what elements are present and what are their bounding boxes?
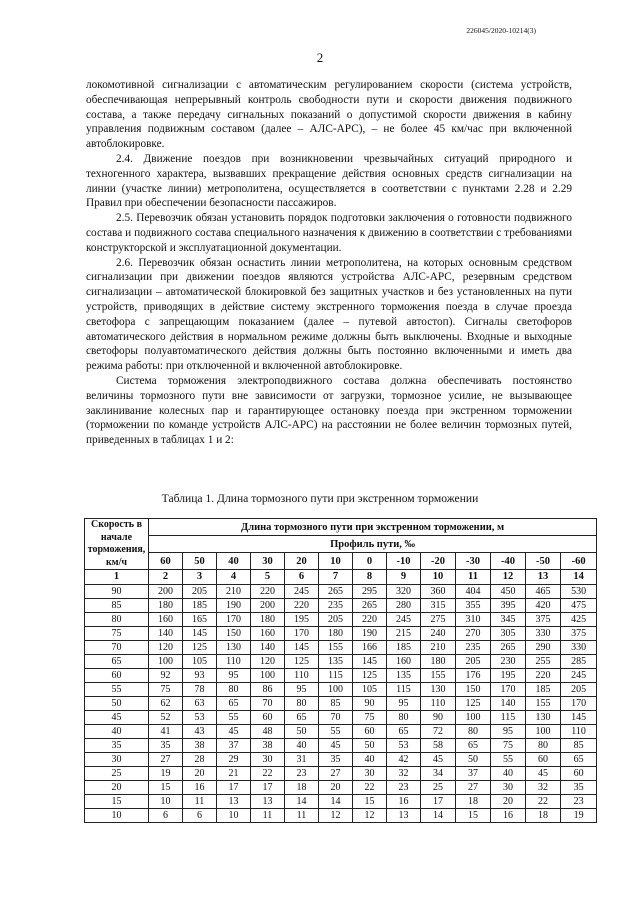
distance-cell: 315 bbox=[421, 599, 456, 613]
distance-cell: 115 bbox=[387, 683, 421, 697]
distance-cell: 190 bbox=[217, 599, 251, 613]
profile-value: 30 bbox=[251, 553, 285, 570]
distance-cell: 30 bbox=[251, 753, 285, 767]
distance-cell: 65 bbox=[561, 753, 597, 767]
distance-cell: 130 bbox=[421, 683, 456, 697]
distance-cell: 38 bbox=[251, 739, 285, 753]
distance-cell: 295 bbox=[353, 585, 387, 599]
distance-cell: 22 bbox=[353, 781, 387, 795]
distance-cell: 50 bbox=[456, 753, 491, 767]
distance-cell: 110 bbox=[217, 655, 251, 669]
distance-cell: 32 bbox=[387, 767, 421, 781]
paragraph-continuation: локомотивной сигнализации с автоматическим регулированием скорости (система устройств, обеспечивающая непрерывный контроль свободности пути и скорости движения подвижного состава, а также передачу сигнальных показаний о допустимой скорости движения в кабину управления подвижным составом (далее – АЛС-АРС), – не более 45 км/час при включенной автоблокировке. bbox=[86, 79, 572, 151]
distance-cell: 170 bbox=[561, 697, 597, 711]
distance-cell: 60 bbox=[353, 725, 387, 739]
distance-cell: 230 bbox=[491, 655, 526, 669]
distance-cell: 165 bbox=[183, 613, 217, 627]
distance-cell: 145 bbox=[561, 711, 597, 725]
distance-cell: 17 bbox=[421, 795, 456, 809]
distance-cell: 235 bbox=[319, 599, 353, 613]
distance-cell: 15 bbox=[353, 795, 387, 809]
speed-cell: 55 bbox=[85, 683, 149, 697]
distance-cell: 18 bbox=[456, 795, 491, 809]
distance-cell: 355 bbox=[456, 599, 491, 613]
table-row bbox=[85, 739, 597, 753]
distance-cell: 23 bbox=[561, 795, 597, 809]
distance-cell: 265 bbox=[353, 599, 387, 613]
distance-cell: 37 bbox=[217, 739, 251, 753]
distance-cell: 245 bbox=[387, 613, 421, 627]
distance-cell: 125 bbox=[456, 697, 491, 711]
distance-cell: 11 bbox=[251, 809, 285, 823]
table-row bbox=[85, 641, 597, 655]
distance-cell: 185 bbox=[526, 683, 561, 697]
distance-cell: 275 bbox=[421, 613, 456, 627]
distance-cell: 15 bbox=[149, 781, 183, 795]
body-text bbox=[86, 78, 572, 448]
distance-cell: 20 bbox=[491, 795, 526, 809]
distance-cell: 38 bbox=[183, 739, 217, 753]
distance-cell: 30 bbox=[353, 767, 387, 781]
table-row bbox=[85, 683, 597, 697]
profile-value: 40 bbox=[217, 553, 251, 570]
distance-cell: 85 bbox=[561, 739, 597, 753]
distance-cell: 52 bbox=[149, 711, 183, 725]
distance-cell: 95 bbox=[285, 683, 319, 697]
distance-cell: 345 bbox=[491, 613, 526, 627]
table-row bbox=[85, 627, 597, 641]
distance-cell: 120 bbox=[251, 655, 285, 669]
table-row bbox=[85, 669, 597, 683]
distance-cell: 65 bbox=[387, 725, 421, 739]
distance-cell: 27 bbox=[456, 781, 491, 795]
distance-cell: 100 bbox=[149, 655, 183, 669]
distance-cell: 23 bbox=[285, 767, 319, 781]
distance-cell: 215 bbox=[387, 627, 421, 641]
distance-cell: 58 bbox=[421, 739, 456, 753]
table-row bbox=[85, 767, 597, 781]
speed-cell: 65 bbox=[85, 655, 149, 669]
column-number: 4 bbox=[217, 570, 251, 585]
table-row bbox=[85, 599, 597, 613]
column-number: 5 bbox=[251, 570, 285, 585]
distance-cell: 18 bbox=[526, 809, 561, 823]
distance-cell: 195 bbox=[491, 669, 526, 683]
distance-cell: 80 bbox=[456, 725, 491, 739]
distance-cell: 205 bbox=[319, 613, 353, 627]
distance-cell: 92 bbox=[149, 669, 183, 683]
distance-cell: 200 bbox=[149, 585, 183, 599]
distance-cell: 245 bbox=[285, 585, 319, 599]
distance-cell: 330 bbox=[526, 627, 561, 641]
distance-cell: 16 bbox=[491, 809, 526, 823]
distance-cell: 220 bbox=[353, 613, 387, 627]
distance-cell: 100 bbox=[456, 711, 491, 725]
paragraph-2-6: 2.6. Перевозчик обязан оснастить линии метрополитена, на которых основным средством сигнализации при движении поездов являются устройства АЛС-АРС, резервным средством сигнализации – автоматической блокировкой без защитных участков и без установленных на пути устройств, приводящих в действие систему экстренного торможения поезда в случае проезда светофора с запрещающим показанием (далее – путевой автостоп). Сигналы светофоров автоматического действия в нормальном режиме должны быть выключены. Входные и выходные светофоры полуавтоматического действия должны быть постоянно включенными и иметь два режима работы: при отключенной и включенной автоблокировке. bbox=[86, 256, 572, 373]
table-row bbox=[85, 613, 597, 627]
distance-cell: 155 bbox=[421, 669, 456, 683]
distance-cell: 145 bbox=[285, 641, 319, 655]
distance-cell: 35 bbox=[319, 753, 353, 767]
distance-cell: 285 bbox=[561, 655, 597, 669]
distance-cell: 65 bbox=[285, 711, 319, 725]
distance-cell: 180 bbox=[421, 655, 456, 669]
speed-cell: 75 bbox=[85, 627, 149, 641]
distance-cell: 375 bbox=[526, 613, 561, 627]
distance-cell: 10 bbox=[149, 795, 183, 809]
distance-cell: 13 bbox=[251, 795, 285, 809]
distance-cell: 185 bbox=[387, 641, 421, 655]
distance-cell: 170 bbox=[491, 683, 526, 697]
distance-cell: 100 bbox=[319, 683, 353, 697]
distance-cell: 62 bbox=[149, 697, 183, 711]
distance-cell: 65 bbox=[217, 697, 251, 711]
distance-cell: 110 bbox=[285, 669, 319, 683]
distance-cell: 45 bbox=[217, 725, 251, 739]
distance-cell: 20 bbox=[183, 767, 217, 781]
distance-cell: 6 bbox=[183, 809, 217, 823]
distance-cell: 235 bbox=[456, 641, 491, 655]
distance-cell: 155 bbox=[319, 641, 353, 655]
distance-cell: 21 bbox=[217, 767, 251, 781]
distance-cell: 32 bbox=[526, 781, 561, 795]
distance-cell: 11 bbox=[285, 809, 319, 823]
distance-cell: 210 bbox=[421, 641, 456, 655]
distance-cell: 95 bbox=[217, 669, 251, 683]
distance-cell: 60 bbox=[251, 711, 285, 725]
speed-cell: 90 bbox=[85, 585, 149, 599]
profile-value: -40 bbox=[491, 553, 526, 570]
distance-cell: 42 bbox=[387, 753, 421, 767]
profile-value: 50 bbox=[183, 553, 217, 570]
distance-cell: 60 bbox=[526, 753, 561, 767]
distance-cell: 75 bbox=[353, 711, 387, 725]
speed-cell: 45 bbox=[85, 711, 149, 725]
distance-cell: 280 bbox=[387, 599, 421, 613]
distance-cell: 180 bbox=[251, 613, 285, 627]
distance-cell: 110 bbox=[561, 725, 597, 739]
distance-cell: 22 bbox=[526, 795, 561, 809]
distance-cell: 140 bbox=[251, 641, 285, 655]
distance-cell: 530 bbox=[561, 585, 597, 599]
speed-cell: 35 bbox=[85, 739, 149, 753]
distance-cell: 130 bbox=[217, 641, 251, 655]
distance-cell: 50 bbox=[353, 739, 387, 753]
distance-cell: 125 bbox=[285, 655, 319, 669]
column-number: 7 bbox=[319, 570, 353, 585]
distance-cell: 60 bbox=[561, 767, 597, 781]
distance-cell: 115 bbox=[319, 669, 353, 683]
distance-cell: 13 bbox=[387, 809, 421, 823]
distance-cell: 475 bbox=[561, 599, 597, 613]
distance-cell: 155 bbox=[526, 697, 561, 711]
distance-cell: 170 bbox=[217, 613, 251, 627]
table-row bbox=[85, 711, 597, 725]
distance-cell: 80 bbox=[387, 711, 421, 725]
distance-cell: 160 bbox=[251, 627, 285, 641]
distance-cell: 320 bbox=[387, 585, 421, 599]
distance-cell: 20 bbox=[319, 781, 353, 795]
distance-cell: 19 bbox=[149, 767, 183, 781]
distance-cell: 220 bbox=[251, 585, 285, 599]
distance-cell: 93 bbox=[183, 669, 217, 683]
distance-cell: 12 bbox=[353, 809, 387, 823]
distance-cell: 150 bbox=[217, 627, 251, 641]
distance-cell: 160 bbox=[387, 655, 421, 669]
distance-cell: 78 bbox=[183, 683, 217, 697]
braking-distance-table bbox=[84, 518, 597, 823]
speed-cell: 80 bbox=[85, 613, 149, 627]
distance-cell: 110 bbox=[421, 697, 456, 711]
distance-cell: 12 bbox=[319, 809, 353, 823]
table-row bbox=[85, 725, 597, 739]
distance-cell: 45 bbox=[421, 753, 456, 767]
distance-cell: 55 bbox=[217, 711, 251, 725]
distance-cell: 53 bbox=[183, 711, 217, 725]
distance-cell: 245 bbox=[561, 669, 597, 683]
paragraph-2-4: 2.4. Движение поездов при возникновении чрезвычайных ситуаций природного и техногенного характера, вызвавших прекращение действия основных средств сигнализации на линии (участке линии) метрополитена, осуществляется в соответствии с пунктами 2.28 и 2.29 Правил при обеспечении безопасности пассажиров. bbox=[86, 152, 572, 210]
distance-cell: 330 bbox=[561, 641, 597, 655]
distance-cell: 22 bbox=[251, 767, 285, 781]
distance-cell: 95 bbox=[387, 697, 421, 711]
distance-cell: 105 bbox=[353, 683, 387, 697]
distance-cell: 37 bbox=[456, 767, 491, 781]
column-number: 3 bbox=[183, 570, 217, 585]
distance-cell: 160 bbox=[149, 613, 183, 627]
distance-cell: 420 bbox=[526, 599, 561, 613]
distance-cell: 19 bbox=[561, 809, 597, 823]
profile-value: 10 bbox=[319, 553, 353, 570]
distance-cell: 27 bbox=[319, 767, 353, 781]
distance-cell: 17 bbox=[251, 781, 285, 795]
braking-distance-header: Длина тормозного пути при экстренном торможении, м bbox=[149, 519, 597, 536]
distance-cell: 145 bbox=[353, 655, 387, 669]
distance-cell: 190 bbox=[353, 627, 387, 641]
distance-cell: 205 bbox=[456, 655, 491, 669]
distance-cell: 145 bbox=[183, 627, 217, 641]
distance-cell: 305 bbox=[491, 627, 526, 641]
distance-cell: 40 bbox=[491, 767, 526, 781]
speed-cell: 50 bbox=[85, 697, 149, 711]
distance-cell: 63 bbox=[183, 697, 217, 711]
table-row bbox=[85, 697, 597, 711]
profile-value: 60 bbox=[149, 553, 183, 570]
distance-cell: 125 bbox=[353, 669, 387, 683]
table-row bbox=[85, 781, 597, 795]
distance-cell: 125 bbox=[183, 641, 217, 655]
profile-value: -20 bbox=[421, 553, 456, 570]
speed-cell: 60 bbox=[85, 669, 149, 683]
column-numbers-row bbox=[85, 570, 597, 585]
distance-cell: 180 bbox=[319, 627, 353, 641]
column-number: 11 bbox=[456, 570, 491, 585]
distance-cell: 85 bbox=[319, 697, 353, 711]
distance-cell: 14 bbox=[319, 795, 353, 809]
table-row bbox=[85, 809, 597, 823]
speed-cell: 20 bbox=[85, 781, 149, 795]
distance-cell: 43 bbox=[183, 725, 217, 739]
distance-cell: 27 bbox=[149, 753, 183, 767]
distance-cell: 75 bbox=[491, 739, 526, 753]
document-id: 226045/2020-10214(3) bbox=[466, 26, 536, 35]
distance-cell: 135 bbox=[387, 669, 421, 683]
page-number: 2 bbox=[316, 50, 324, 65]
speed-cell: 85 bbox=[85, 599, 149, 613]
table-caption: Таблица 1. Длина тормозного пути при экстренном торможении bbox=[161, 492, 479, 505]
table-body bbox=[85, 585, 597, 823]
distance-cell: 80 bbox=[285, 697, 319, 711]
distance-cell: 95 bbox=[491, 725, 526, 739]
distance-cell: 14 bbox=[285, 795, 319, 809]
distance-cell: 100 bbox=[526, 725, 561, 739]
speed-cell: 40 bbox=[85, 725, 149, 739]
distance-cell: 41 bbox=[149, 725, 183, 739]
distance-cell: 23 bbox=[387, 781, 421, 795]
distance-cell: 185 bbox=[183, 599, 217, 613]
profile-value: -30 bbox=[456, 553, 491, 570]
profile-value: 20 bbox=[285, 553, 319, 570]
distance-cell: 255 bbox=[526, 655, 561, 669]
distance-cell: 16 bbox=[387, 795, 421, 809]
speed-cell: 30 bbox=[85, 753, 149, 767]
distance-cell: 105 bbox=[183, 655, 217, 669]
distance-cell: 360 bbox=[421, 585, 456, 599]
distance-cell: 150 bbox=[456, 683, 491, 697]
distance-cell: 265 bbox=[491, 641, 526, 655]
distance-cell: 240 bbox=[421, 627, 456, 641]
distance-cell: 29 bbox=[217, 753, 251, 767]
column-number: 2 bbox=[149, 570, 183, 585]
distance-cell: 45 bbox=[319, 739, 353, 753]
distance-cell: 13 bbox=[217, 795, 251, 809]
table-row bbox=[85, 753, 597, 767]
distance-cell: 25 bbox=[421, 781, 456, 795]
distance-cell: 34 bbox=[421, 767, 456, 781]
distance-cell: 86 bbox=[251, 683, 285, 697]
distance-cell: 31 bbox=[285, 753, 319, 767]
column-number: 9 bbox=[387, 570, 421, 585]
column-number: 6 bbox=[285, 570, 319, 585]
distance-cell: 70 bbox=[319, 711, 353, 725]
distance-cell: 205 bbox=[183, 585, 217, 599]
distance-cell: 265 bbox=[319, 585, 353, 599]
distance-cell: 18 bbox=[285, 781, 319, 795]
distance-cell: 53 bbox=[387, 739, 421, 753]
distance-cell: 16 bbox=[183, 781, 217, 795]
table-row bbox=[85, 655, 597, 669]
distance-cell: 55 bbox=[491, 753, 526, 767]
distance-cell: 176 bbox=[456, 669, 491, 683]
distance-cell: 140 bbox=[491, 697, 526, 711]
distance-cell: 40 bbox=[353, 753, 387, 767]
distance-cell: 50 bbox=[285, 725, 319, 739]
profile-value: 0 bbox=[353, 553, 387, 570]
distance-cell: 404 bbox=[456, 585, 491, 599]
table-row bbox=[85, 585, 597, 599]
table-row bbox=[85, 795, 597, 809]
distance-cell: 40 bbox=[285, 739, 319, 753]
distance-cell: 270 bbox=[456, 627, 491, 641]
distance-cell: 17 bbox=[217, 781, 251, 795]
distance-cell: 170 bbox=[285, 627, 319, 641]
distance-cell: 6 bbox=[149, 809, 183, 823]
speed-cell: 10 bbox=[85, 809, 149, 823]
distance-cell: 130 bbox=[526, 711, 561, 725]
distance-cell: 72 bbox=[421, 725, 456, 739]
speed-cell: 15 bbox=[85, 795, 149, 809]
distance-cell: 80 bbox=[217, 683, 251, 697]
distance-cell: 75 bbox=[149, 683, 183, 697]
distance-cell: 395 bbox=[491, 599, 526, 613]
distance-cell: 465 bbox=[526, 585, 561, 599]
paragraph-2-5: 2.5. Перевозчик обязан установить порядок подготовки заключения о готовности подвижного состава и подвижного состава специального назначения к движению в соответствии с требованиями конструкторской и эксплуатационной документации. bbox=[86, 212, 572, 254]
distance-cell: 310 bbox=[456, 613, 491, 627]
distance-cell: 195 bbox=[285, 613, 319, 627]
distance-cell: 200 bbox=[251, 599, 285, 613]
distance-cell: 290 bbox=[526, 641, 561, 655]
profile-value: -10 bbox=[387, 553, 421, 570]
distance-cell: 35 bbox=[561, 781, 597, 795]
distance-cell: 140 bbox=[149, 627, 183, 641]
column-number: 13 bbox=[526, 570, 561, 585]
distance-cell: 48 bbox=[251, 725, 285, 739]
profile-values-row bbox=[85, 553, 597, 570]
distance-cell: 10 bbox=[217, 809, 251, 823]
speed-cell: 25 bbox=[85, 767, 149, 781]
distance-cell: 210 bbox=[217, 585, 251, 599]
distance-cell: 166 bbox=[353, 641, 387, 655]
distance-cell: 70 bbox=[251, 697, 285, 711]
distance-cell: 100 bbox=[251, 669, 285, 683]
distance-cell: 90 bbox=[421, 711, 456, 725]
profile-header: Профиль пути, ‰ bbox=[149, 536, 597, 553]
profile-value: -60 bbox=[561, 553, 597, 570]
column-number: 14 bbox=[561, 570, 597, 585]
distance-cell: 55 bbox=[319, 725, 353, 739]
distance-cell: 135 bbox=[319, 655, 353, 669]
distance-cell: 30 bbox=[491, 781, 526, 795]
distance-cell: 425 bbox=[561, 613, 597, 627]
paragraph-braking-system: Система торможения электроподвижного состава должна обеспечивать постоянство величины тормозного пути вне зависимости от загрузки, тормозное усилие, не вызывающее заклинивание колесных пар и гарантирующее остановку поезда при экстренном торможении (торможении по команде устройств АЛС-АРС) на расстоянии не более величин тормозных путей, приведенных в таблицах 1 и 2: bbox=[86, 374, 572, 447]
distance-cell: 14 bbox=[421, 809, 456, 823]
column-number: 8 bbox=[353, 570, 387, 585]
distance-cell: 11 bbox=[183, 795, 217, 809]
distance-cell: 450 bbox=[491, 585, 526, 599]
profile-value: -50 bbox=[526, 553, 561, 570]
distance-cell: 28 bbox=[183, 753, 217, 767]
distance-cell: 115 bbox=[491, 711, 526, 725]
distance-cell: 80 bbox=[526, 739, 561, 753]
distance-cell: 120 bbox=[149, 641, 183, 655]
column-number: 1 bbox=[85, 570, 149, 585]
speed-cell: 70 bbox=[85, 641, 149, 655]
distance-cell: 15 bbox=[456, 809, 491, 823]
distance-cell: 220 bbox=[526, 669, 561, 683]
distance-cell: 180 bbox=[149, 599, 183, 613]
distance-cell: 220 bbox=[285, 599, 319, 613]
distance-cell: 65 bbox=[456, 739, 491, 753]
distance-cell: 45 bbox=[526, 767, 561, 781]
column-number: 10 bbox=[421, 570, 456, 585]
distance-cell: 205 bbox=[561, 683, 597, 697]
distance-cell: 375 bbox=[561, 627, 597, 641]
distance-cell: 90 bbox=[353, 697, 387, 711]
distance-cell: 35 bbox=[149, 739, 183, 753]
column-number: 12 bbox=[491, 570, 526, 585]
speed-column-header: Скорость в начале торможения, км/ч bbox=[85, 519, 149, 570]
